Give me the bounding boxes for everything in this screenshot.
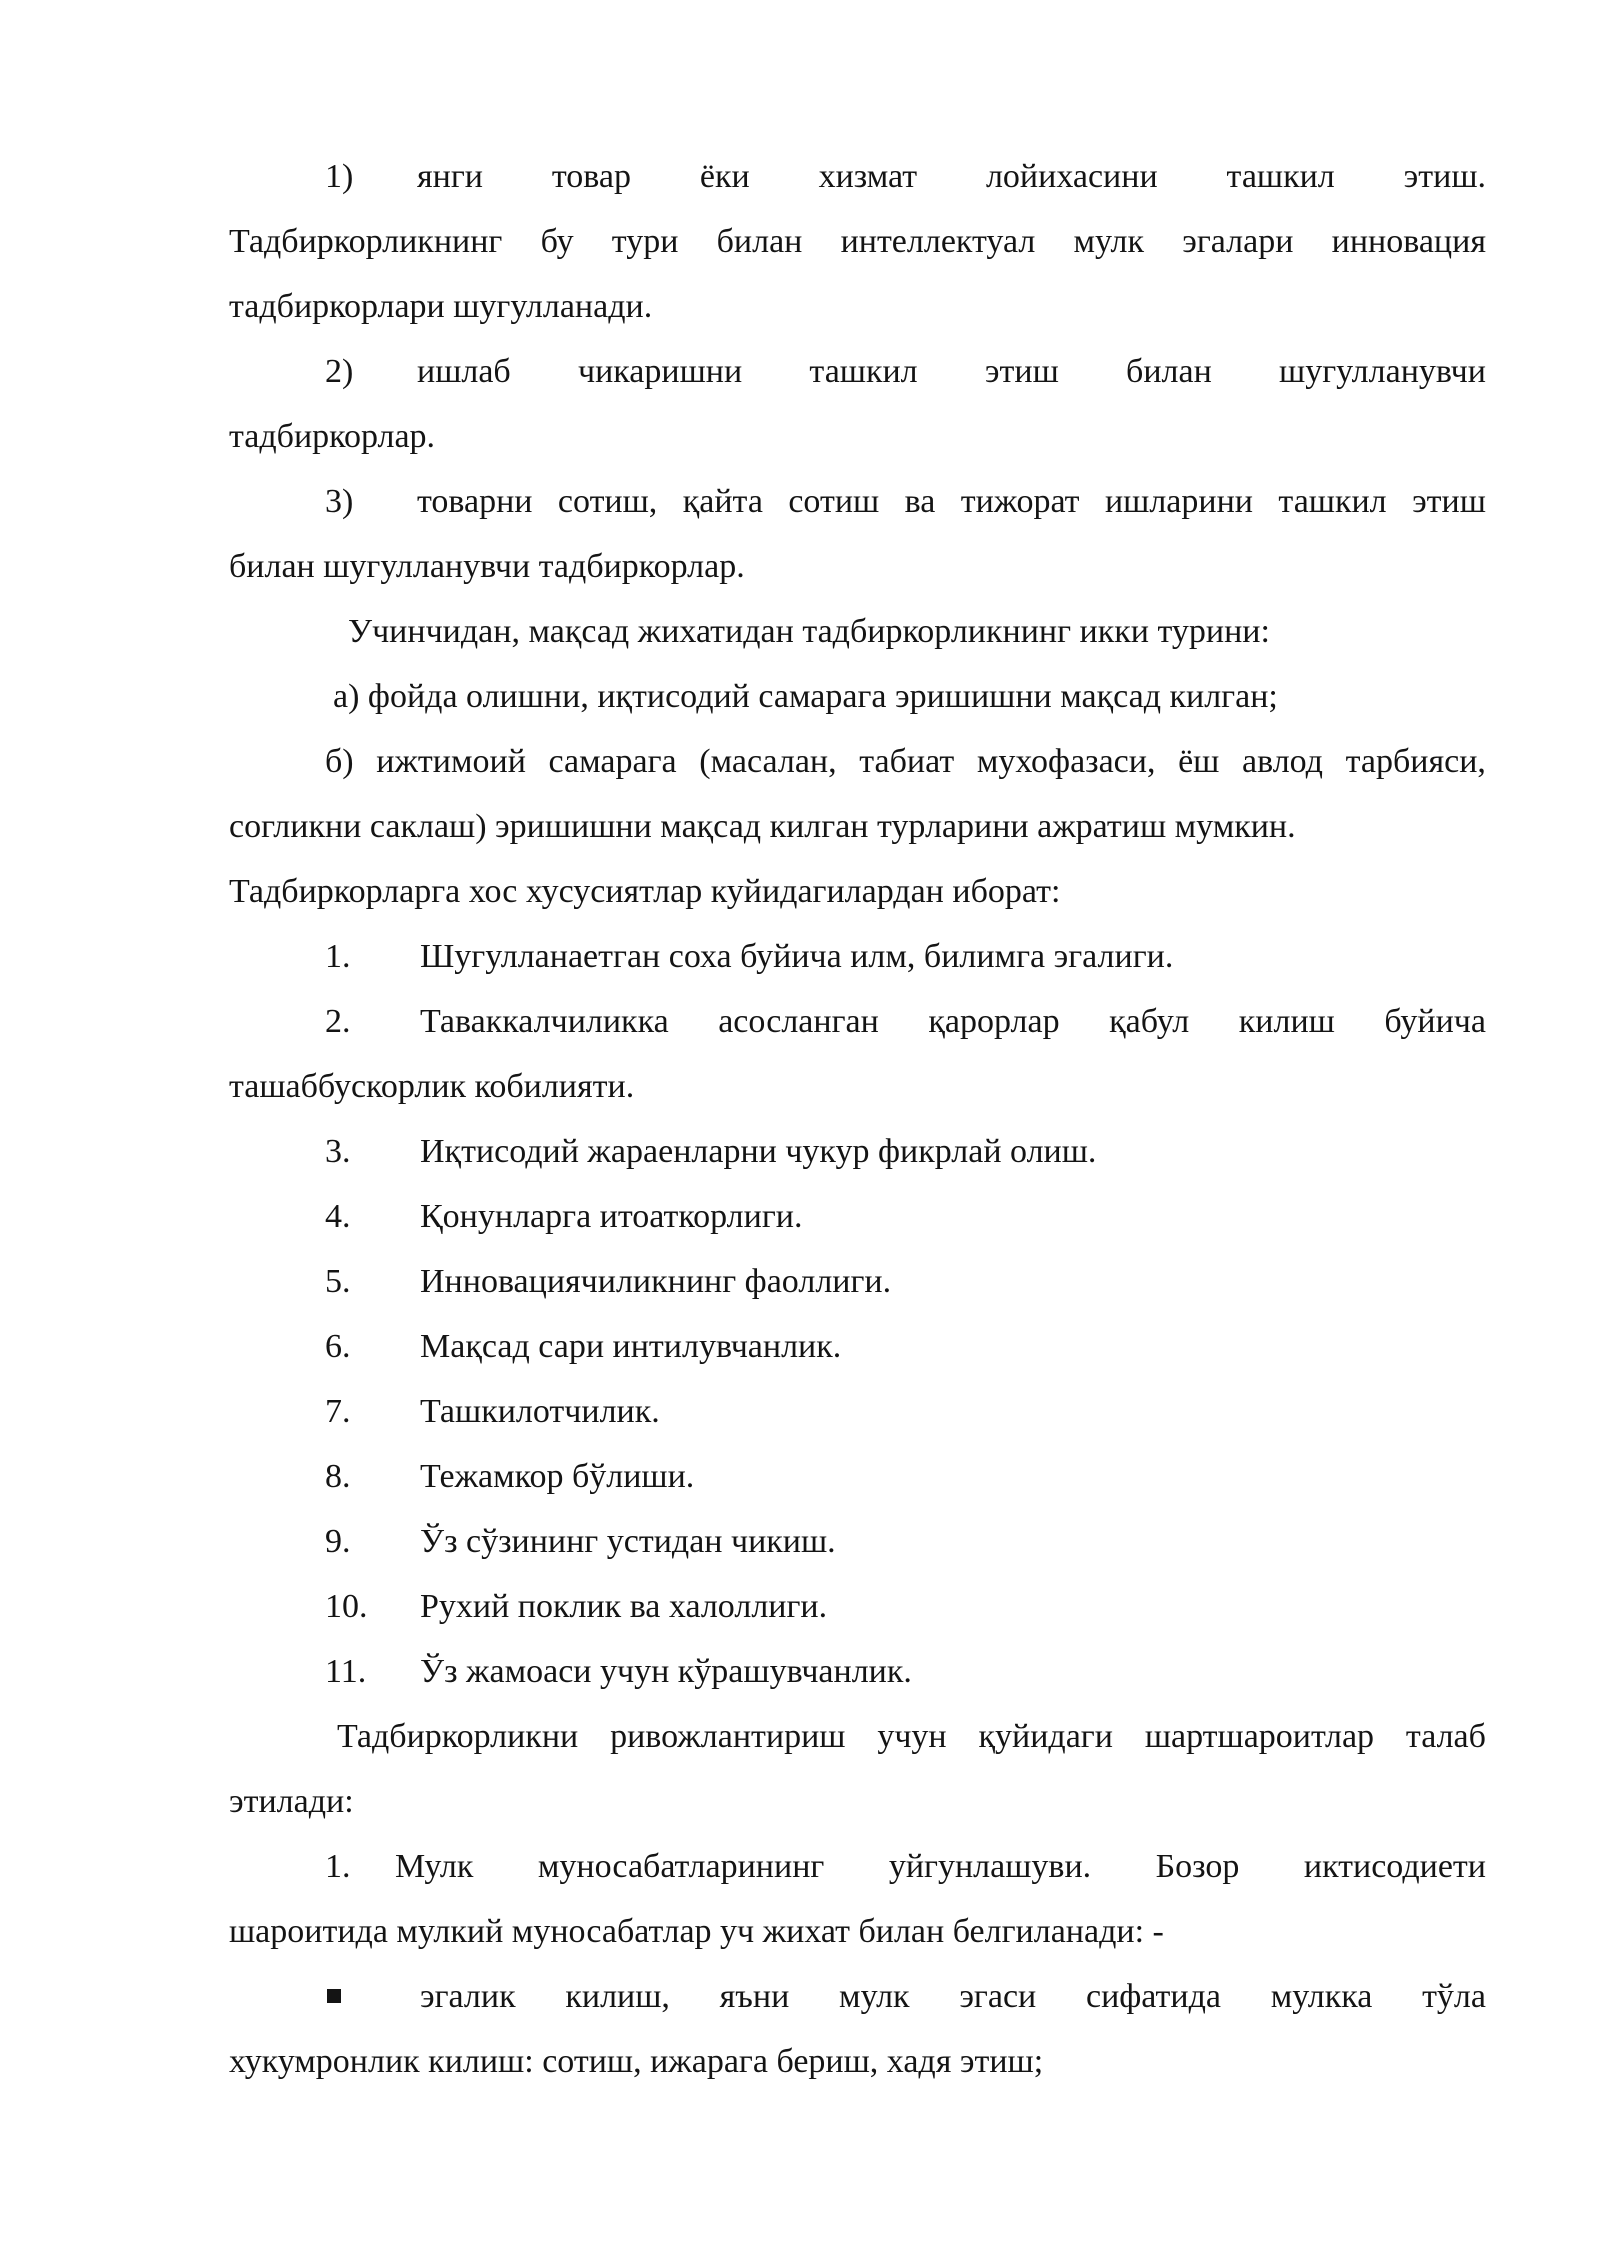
- word: самарага: [548, 743, 677, 780]
- word: мулк: [839, 1978, 910, 2015]
- word: ижтимоий: [376, 743, 526, 780]
- word: ёш: [1178, 743, 1220, 780]
- text-line: [229, 209, 1486, 274]
- word: шартшароитлар: [1144, 1718, 1375, 1755]
- word: лойихасини: [985, 158, 1158, 195]
- word: ва: [904, 483, 936, 520]
- word: тижорат: [960, 483, 1080, 520]
- word: сотиш: [788, 483, 880, 520]
- justified-line: [417, 144, 1486, 209]
- word: бу: [540, 223, 574, 260]
- list-number: 3.: [325, 1133, 351, 1170]
- list-item: Шугулланаетган соха буйича илм, билимга эгалиги.: [420, 938, 1174, 975]
- word: янги: [417, 158, 483, 195]
- list-number: 1.: [325, 938, 351, 975]
- word: ташкил: [1226, 158, 1335, 195]
- word: этиш: [1412, 483, 1486, 520]
- text-line: билан шугулланувчи тадбиркорлар.: [229, 548, 745, 585]
- word: учун: [877, 1718, 947, 1755]
- word: тарбияси,: [1345, 743, 1486, 780]
- word: буйича: [1384, 1003, 1486, 1040]
- word: мулкка: [1270, 1978, 1373, 2015]
- word: этиш: [984, 353, 1059, 390]
- list-number: 1): [325, 158, 354, 195]
- list-number: 6.: [325, 1328, 351, 1365]
- word: асосланган: [718, 1003, 879, 1040]
- word: авлод: [1242, 743, 1323, 780]
- word: қарорлар: [928, 1003, 1060, 1040]
- word: муносабатларининг: [537, 1848, 825, 1885]
- list-number: 11.: [325, 1653, 367, 1690]
- word: (масалан,: [699, 743, 837, 780]
- list-number: 4.: [325, 1198, 351, 1235]
- word: ташкил: [1278, 483, 1387, 520]
- list-number: 2): [325, 353, 354, 390]
- word: талаб: [1405, 1718, 1486, 1755]
- word: табиат: [859, 743, 955, 780]
- list-item: Ўз сўзининг устидан чикиш.: [420, 1523, 836, 1560]
- justified-line: [420, 989, 1486, 1054]
- text-line: шароитида мулкий муносабатлар уч жихат билан белгиланади: -: [229, 1913, 1164, 1950]
- text-line: Учинчидан, мақсад жихатидан тадбиркорликнинг икки турини:: [348, 613, 1270, 650]
- list-item: Рухий поклик ва халоллиги.: [420, 1588, 828, 1625]
- word: ишларини: [1104, 483, 1253, 520]
- word: тўла: [1422, 1978, 1486, 2015]
- word: Мулк: [395, 1848, 474, 1885]
- word: Тадбиркорликни: [337, 1718, 579, 1755]
- word: мулк: [1073, 223, 1145, 260]
- text-line: этилади:: [229, 1783, 354, 1820]
- word: Бозор: [1155, 1848, 1240, 1885]
- text-line: [337, 1704, 1486, 1769]
- text-line: ташаббускорлик кобилияти.: [229, 1068, 635, 1105]
- word: Таваккалчиликка: [420, 1003, 669, 1040]
- word: инновация: [1331, 223, 1486, 260]
- word: килиш,: [565, 1978, 670, 2015]
- word: яъни: [719, 1978, 790, 2015]
- word: б): [325, 743, 354, 780]
- list-number: 5.: [325, 1263, 351, 1300]
- justified-line: [417, 339, 1486, 404]
- list-number: 8.: [325, 1458, 351, 1495]
- word: ёки: [699, 158, 750, 195]
- list-number: 1.: [325, 1848, 351, 1885]
- word: килиш: [1238, 1003, 1335, 1040]
- list-item: Инновациячиликнинг фаоллиги.: [420, 1263, 892, 1300]
- text-line: согликни саклаш) эришишни мақсад килган турларини ажратиш мумкин.: [229, 808, 1296, 845]
- list-item: Иқтисодий жараенларни чукур фикрлай олиш.: [420, 1133, 1097, 1170]
- word: ташкил: [809, 353, 918, 390]
- word: тури: [611, 223, 679, 260]
- word: мухофазаси,: [976, 743, 1156, 780]
- text-line: [325, 729, 1486, 794]
- word: Тадбиркорликнинг: [229, 223, 503, 260]
- word: чикаришни: [578, 353, 743, 390]
- word: сифатида: [1085, 1978, 1221, 2015]
- text-line: [417, 469, 1486, 534]
- list-number: 7.: [325, 1393, 351, 1430]
- list-item: Қонунларга итоаткорлиги.: [420, 1198, 803, 1235]
- word: сотиш,: [557, 483, 658, 520]
- word: хизмат: [818, 158, 918, 195]
- word: билан: [716, 223, 803, 260]
- word: эгалик: [420, 1978, 516, 2015]
- text-line: тадбиркорлар.: [229, 418, 436, 455]
- list-number: 3): [325, 483, 354, 520]
- word: товарни: [417, 483, 533, 520]
- word: эгаси: [959, 1978, 1037, 2015]
- word: қайта: [682, 483, 763, 520]
- word: интеллектуал: [840, 223, 1036, 260]
- text-line: хукумронлик килиш: сотиш, ижарага бериш, хадя этиш;: [229, 2043, 1044, 2080]
- word: иктисодиети: [1303, 1848, 1486, 1885]
- word: шугулланувчи: [1279, 353, 1486, 390]
- word: ишлаб: [417, 353, 511, 390]
- text-line: а) фойда олишни, иқтисодий самарага эришишни мақсад килган;: [333, 678, 1278, 715]
- text-line: тадбиркорлари шугулланади.: [229, 288, 653, 325]
- word: товар: [551, 158, 631, 195]
- text-line: Тадбиркорларга хос хусусиятлар куйидагилардан иборат:: [229, 873, 1061, 910]
- word: эгалари: [1182, 223, 1294, 260]
- word: этиш.: [1403, 158, 1486, 195]
- word: қабул: [1109, 1003, 1190, 1040]
- square-bullet-icon: [327, 1989, 341, 2003]
- list-item: Ўз жамоаси учун кўрашувчанлик.: [420, 1653, 912, 1690]
- word: уйгунлашуви.: [888, 1848, 1092, 1885]
- list-number: 2.: [325, 1003, 351, 1040]
- list-item: Мақсад сари интилувчанлик.: [420, 1328, 842, 1365]
- list-item: Тежамкор бўлиши.: [420, 1458, 695, 1495]
- word: билан: [1126, 353, 1212, 390]
- word: қуйидаги: [978, 1718, 1113, 1755]
- justified-line: [395, 1834, 1486, 1899]
- list-item: Ташкилотчилик.: [420, 1393, 660, 1430]
- word: ривожлантириш: [610, 1718, 846, 1755]
- list-number: 9.: [325, 1523, 351, 1560]
- justified-line: [420, 1964, 1486, 2029]
- list-number: 10.: [325, 1588, 368, 1625]
